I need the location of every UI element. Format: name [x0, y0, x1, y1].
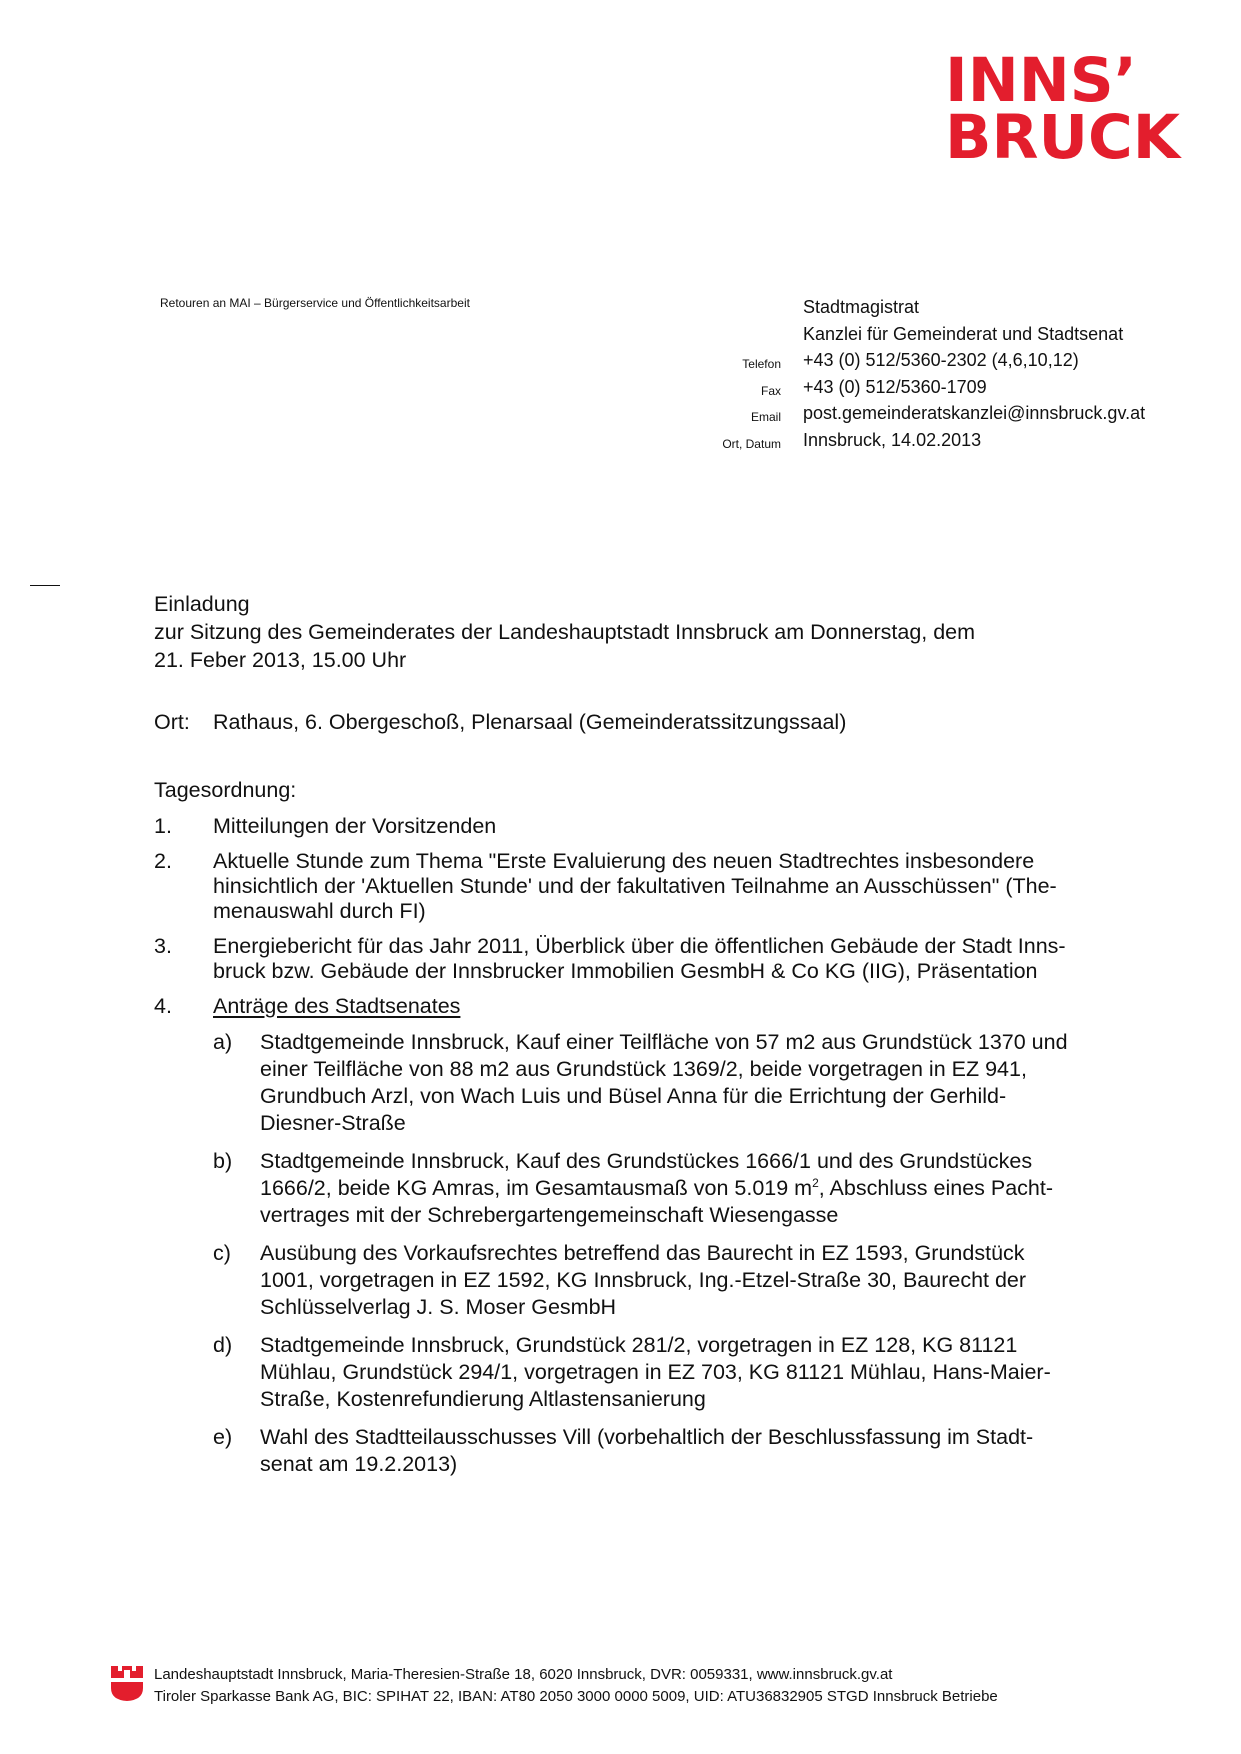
email-label: Email: [750, 410, 781, 424]
agenda-subitem: b) Stadtgemeinde Innsbruck, Kauf des Grundstückes 1666/1 und des Grundstückes 1666/2, beide KG Amras, im Gesamtausmaß von 5.019 $m^2$, Abschluss eines Pacht- vertrages mit der Schrebergartengemeinschaft Wiesengasse: [213, 1149, 1054, 1227]
heading-line-2: zur Sitzung des Gemeinderates der Landeshauptstadt Innsbruck am Donnerstag, dem: [154, 620, 976, 644]
date-label: Ort, Datum: [722, 436, 781, 451]
footer-line-1: Landeshauptstadt Innsbruck, Maria-Theresien-Straße 18, 6020 Innsbruck, DVR: 0059331, www.innsbruck.gv.at: [154, 1666, 893, 1683]
fax-value: +43 (0) 512/5360-1709: [803, 376, 987, 397]
return-address: Retouren an MAI – Bürgerservice und Öffentlichkeitsarbeit: [160, 296, 470, 310]
agenda-title: Tagesordnung:: [154, 778, 297, 802]
email-value: post.gemeinderatskanzlei@innsbruck.gv.at: [803, 403, 1146, 423]
phone-value: +43 (0) 512/5360-2302 (4,6,10,12): [803, 350, 1079, 370]
date-value: Innsbruck, 14.02.2013: [803, 429, 982, 450]
footer-line-2: Tiroler Sparkasse Bank AG, BIC: SPIHAT 22, IBAN: AT80 2050 3000 0000 5009, UID: ATU36832905 STGD Innsbruck Betriebe: [154, 1688, 998, 1705]
contact-org: Stadtmagistrat: [803, 297, 920, 317]
agenda-item: 2. Aktuelle Stunde zum Thema "Erste Evaluierung des neuen Stadtrechtes insbesondere hinsichtlich der 'Aktuellen Stunde' und der fakultativen Teilnahme an Ausschüssen" (The- menauswahl durch FI): [154, 849, 1057, 923]
agenda-subitem: a) Stadtgemeinde Innsbruck, Kauf einer Teilfläche von 57 m2 aus Grundstück 1370 und einer Teilfläche von 88 m2 aus Grundstück 1369/2, beide vorgetragen in EZ 941, Grundbuch Arzl, von Wach Luis und Büsel Anna für die Errichtung der Gerhild- Diesner-Straße: [213, 1030, 1068, 1135]
document-body: [154, 590, 1144, 1489]
logo-line-2: BRUCK: [945, 102, 1181, 173]
heading-line-3: 21. Feber 2013, 15.00 Uhr: [154, 648, 407, 672]
location-value: Rathaus, 6. Obergeschoß, Plenarsaal (Gemeinderatssitzungssaal): [213, 710, 847, 734]
logo-line-1: INNS’: [945, 45, 1137, 116]
fold-mark: [30, 585, 60, 586]
location-row: [154, 708, 1144, 736]
contact-block: [650, 294, 1145, 453]
agenda-subitem: c) Ausübung des Vorkaufsrechtes betreffend das Baurecht in EZ 1593, Grundstück 1001, vorgetragen in EZ 1592, KG Innsbruck, Ing.-Etzel-Straße 30, Baurecht der Schlüsselverlag J. S. Moser GesmbH: [213, 1241, 1027, 1319]
fax-label: Fax: [760, 383, 781, 398]
innsbruck-logo: [945, 45, 1190, 173]
footer: [154, 1664, 998, 1708]
agenda-subitem: e) Wahl des Stadtteilausschusses Vill (vorbehaltlich der Beschlussfassung im Stadt- senat am 19.2.2013): [213, 1425, 1034, 1476]
contact-dept: Kanzlei für Gemeinderat und Stadtsenat: [803, 323, 1124, 344]
agenda-item: 3. Energiebericht für das Jahr 2011, Überblick über die öffentlichen Gebäude der Stadt Inns- bruck bzw. Gebäude der Innsbrucker Immobilien GesmbH & Co KG (IIG), Präsentation: [154, 934, 1066, 983]
agenda-subitem: d) Stadtgemeinde Innsbruck, Grundstück 281/2, vorgetragen in EZ 128, KG 81121 Mühlau, Grundstück 294/1, vorgetragen in EZ 703, KG 81121 Mühlau, Hans-Maier- Straße, Kostenrefundierung Altlastensanierung: [213, 1333, 1051, 1411]
city-crest-icon: [110, 1664, 144, 1702]
agenda-item: 4. Anträge des Stadtsenates: [154, 994, 461, 1018]
location-label: Ort:: [154, 710, 190, 734]
agenda-item: 1. Mitteilungen der Vorsitzenden: [154, 814, 497, 838]
heading-title: Einladung: [154, 592, 250, 616]
phone-label: Telefon: [742, 357, 781, 371]
